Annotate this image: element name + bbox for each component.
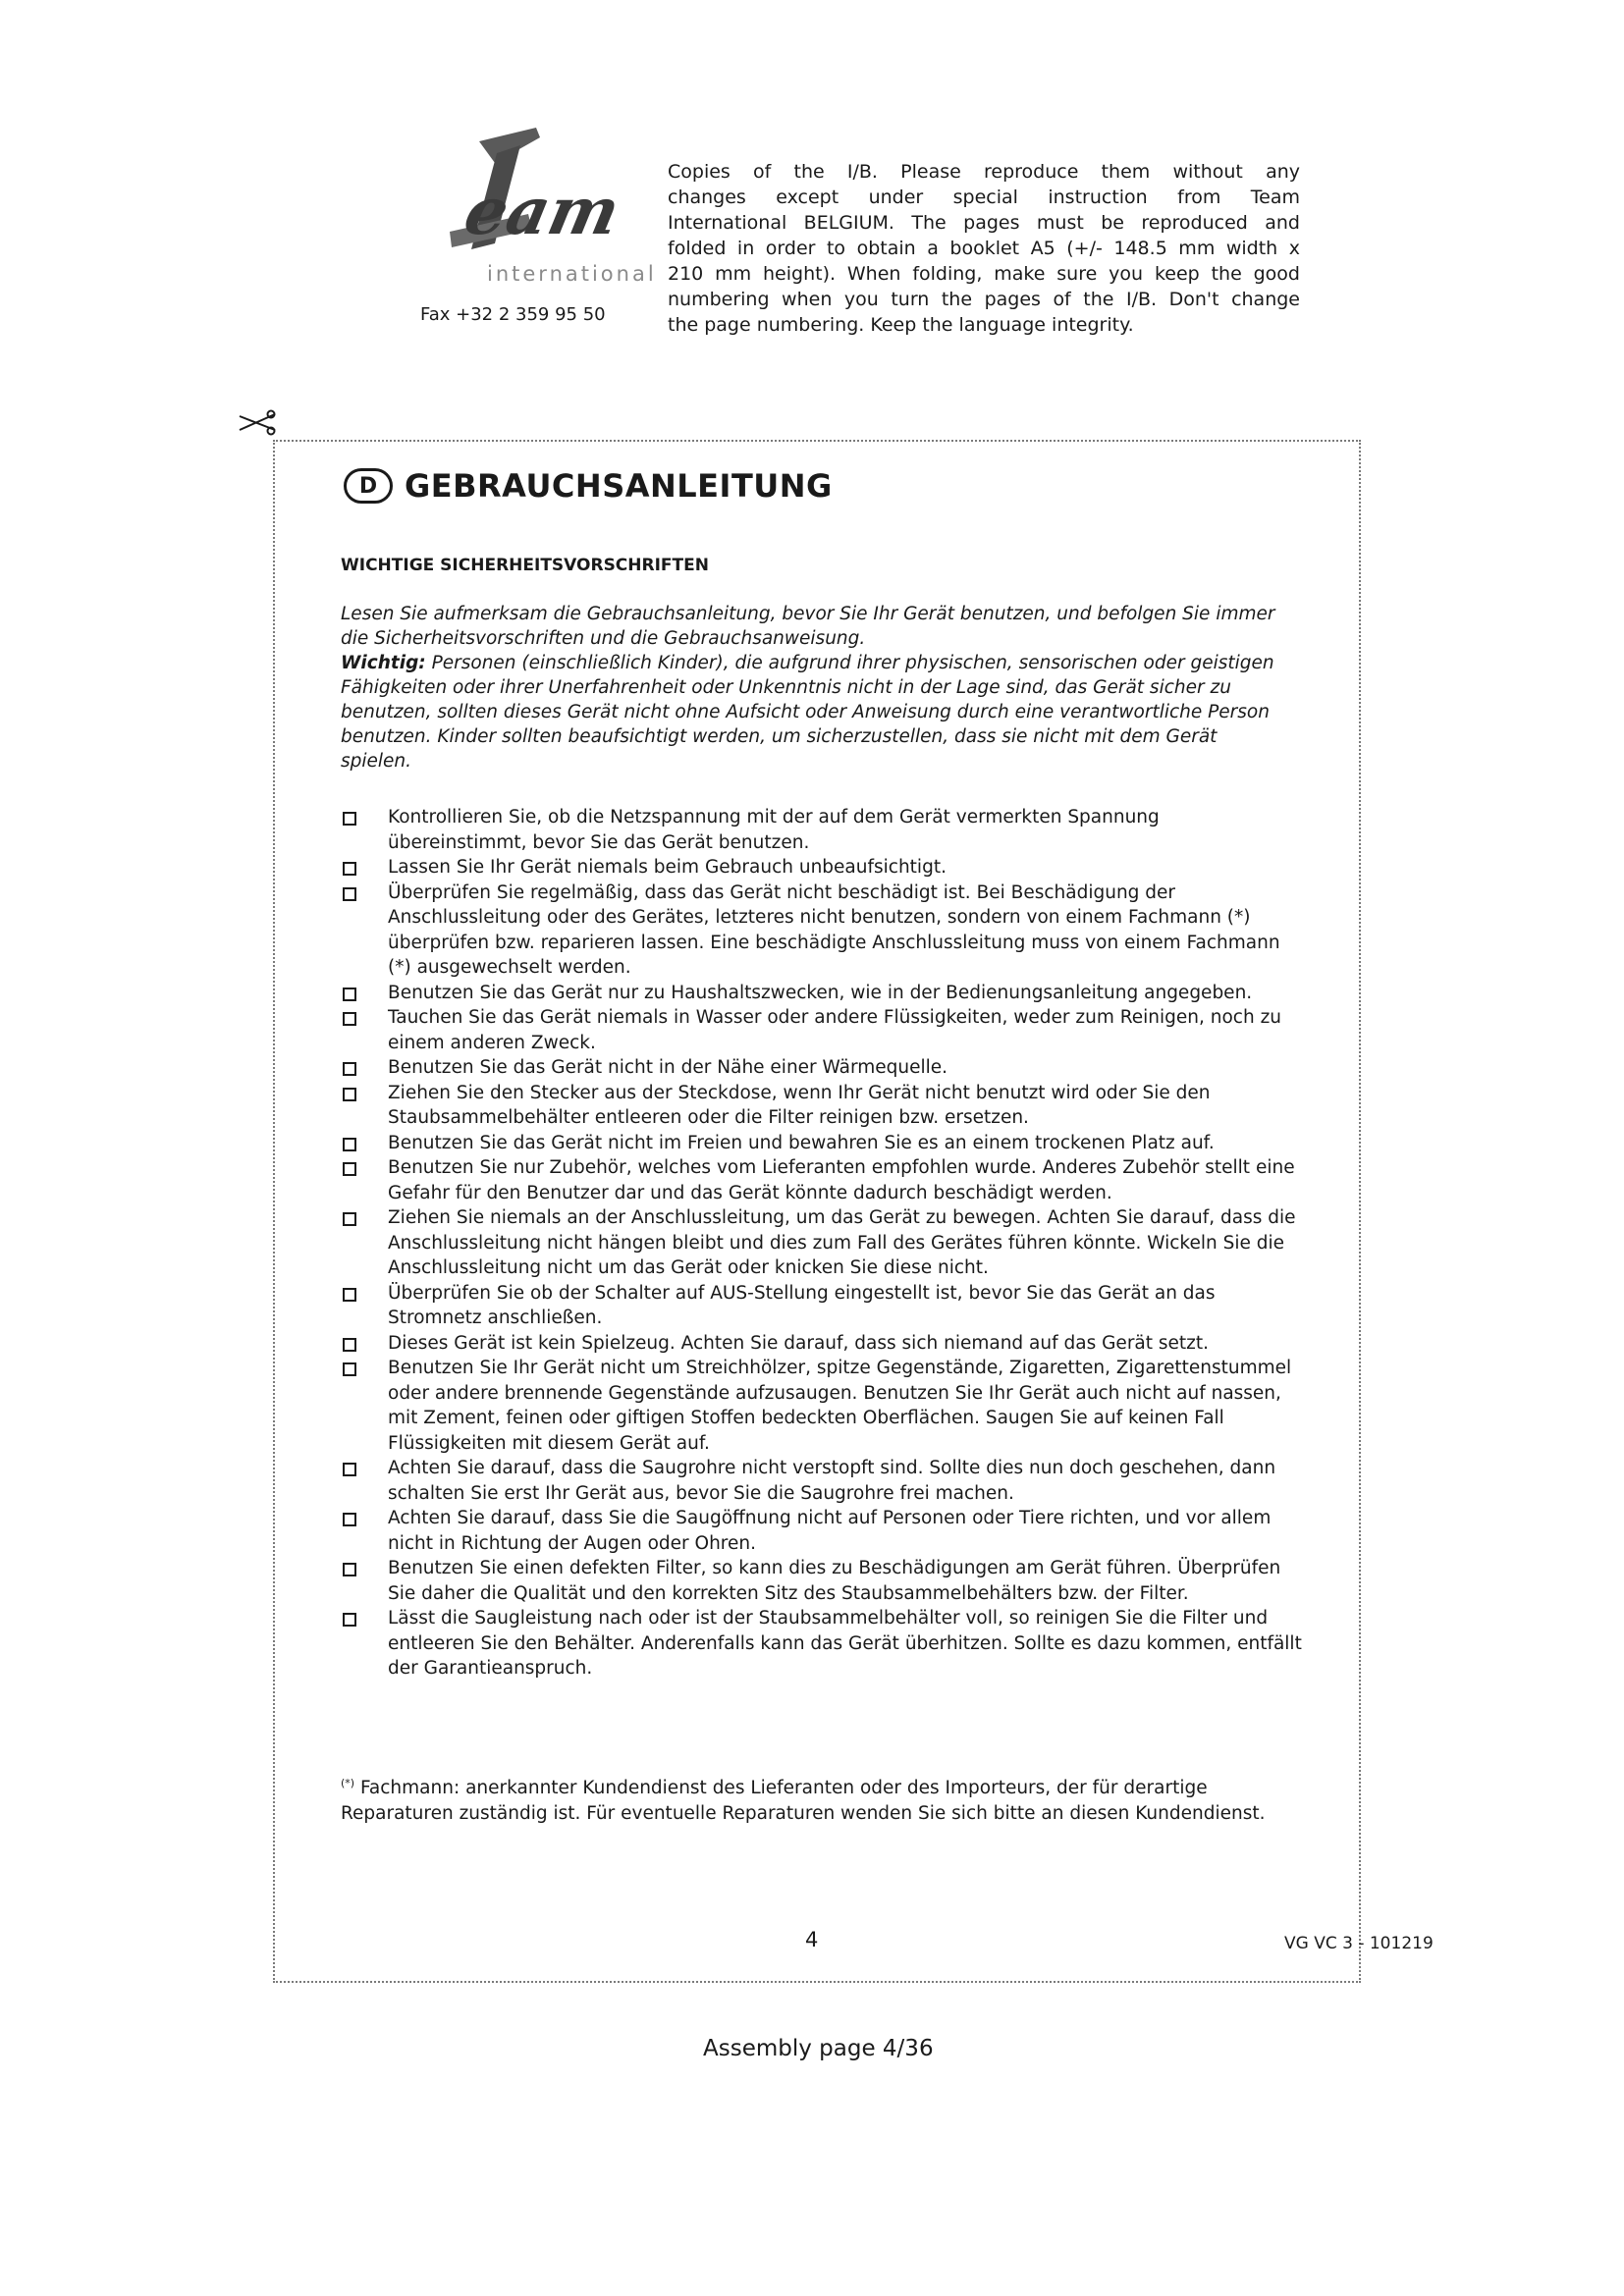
svg-text:international: international bbox=[487, 262, 657, 286]
scissors-icon bbox=[236, 410, 279, 436]
checkbox-bullet-icon bbox=[343, 862, 356, 876]
checkbox-bullet-icon bbox=[343, 1338, 356, 1352]
rule-text: Benutzen Sie einen defekten Filter, so kann dies zu Beschädigungen am Gerät führen. Überprüfen Sie daher die Qualität und den korrekten Sitz des Staubsammelbehälters bzw. der Filter. bbox=[388, 1558, 1281, 1604]
svg-text:eam: eam bbox=[458, 172, 627, 249]
list-item bbox=[341, 1155, 1303, 1205]
list-item bbox=[341, 881, 1303, 981]
rule-text: Benutzen Sie das Gerät nicht im Freien und bewahren Sie es an einem trockenen Platz auf. bbox=[388, 1132, 1215, 1153]
checkbox-bullet-icon bbox=[343, 887, 356, 901]
checkbox-bullet-icon bbox=[343, 1212, 356, 1226]
list-item bbox=[341, 1506, 1303, 1556]
rule-text: Ziehen Sie den Stecker aus der Steckdose, wenn Ihr Gerät nicht benutzt wird oder Sie den Staubsammelbehälter entleeren oder die Filter reinigen bzw. ersetzen. bbox=[388, 1082, 1211, 1128]
rule-text: Tauchen Sie das Gerät niemals in Wasser oder andere Flüssigkeiten, weder zum Reinigen, noch zu einem anderen Zweck. bbox=[388, 1007, 1282, 1053]
checkbox-bullet-icon bbox=[343, 1362, 356, 1376]
model-code: VG VC 3 - 101219 bbox=[1284, 1934, 1434, 1953]
footnote-mark: (*) bbox=[341, 1777, 355, 1789]
fax-number: Fax +32 2 359 95 50 bbox=[420, 304, 606, 325]
list-item bbox=[341, 1556, 1303, 1606]
instruction-line: folded in order to obtain a booklet A5 (+/- 148.5 mm width x bbox=[668, 238, 1300, 259]
instruction-line: International BELGIUM. The pages must be reproduced and bbox=[668, 212, 1300, 234]
list-item bbox=[341, 1606, 1303, 1682]
list-item bbox=[341, 1005, 1303, 1055]
checkbox-bullet-icon bbox=[343, 1138, 356, 1151]
list-item bbox=[341, 805, 1303, 855]
rule-text: Achten Sie darauf, dass Sie die Saugöffnung nicht auf Personen oder Tiere richten, und vor allem nicht in Richtung der Augen oder Ohren. bbox=[388, 1508, 1272, 1554]
checkbox-bullet-icon bbox=[343, 1088, 356, 1101]
intro-text bbox=[341, 602, 1285, 774]
checkbox-bullet-icon bbox=[343, 1012, 356, 1026]
checkbox-bullet-icon bbox=[343, 1513, 356, 1526]
important-text: Personen (einschließlich Kinder), die aufgrund ihrer physischen, sensorischen oder geistigen Fähigkeiten oder ihrer Unerfahrenheit oder Unkenntnis nicht in der Lage sind, das Gerät sicher zu benutzen, sollten dieses Gerät nicht ohne Aufsicht oder Anweisung durch eine verantwortliche Person benutzen. Kinder sollten beaufsichtigt werden, um sicherzustellen, dass sie nicht mit dem Gerät spielen. bbox=[341, 653, 1274, 772]
list-item bbox=[341, 1055, 1303, 1081]
instruction-line: changes except under special instruction from Team bbox=[668, 187, 1300, 208]
rule-text: Benutzen Sie das Gerät nicht in der Nähe einer Wärmequelle. bbox=[388, 1057, 948, 1078]
instruction-line: the page numbering. Keep the language integrity. bbox=[668, 314, 1134, 336]
list-item bbox=[341, 981, 1303, 1006]
checkbox-bullet-icon bbox=[343, 1288, 356, 1302]
list-item bbox=[341, 1205, 1303, 1281]
rule-text: Überprüfen Sie regelmäßig, dass das Gerät nicht beschädigt ist. Bei Beschädigung der Anschlussleitung oder des Gerätes, letzteres nicht benutzen, sondern von einem Fachmann (*) überprüfen bzw. reparieren lassen. Eine beschädigte Anschlussleitung muss von einem Fachmann (*) ausgewechselt werden. bbox=[388, 881, 1280, 978]
footnote-text: Fachmann: anerkannter Kundendienst des Lieferanten oder des Importeurs, der für derartige Reparaturen zuständig ist. Für eventuelle Reparaturen wenden Sie sich bitte an diesen Kundendienst. bbox=[341, 1778, 1266, 1824]
list-item bbox=[341, 1456, 1303, 1506]
rule-text: Benutzen Sie Ihr Gerät nicht um Streichhölzer, spitze Gegenstände, Zigaretten, Zigarettenstummel oder andere brennende Gegenstände aufzusaugen. Benutzen Sie Ihr Gerät auch nicht auf nassen, mit Zement, feinen oder giftigen Stoffen bedeckten Oberflächen. Saugen Sie auf keinen Fall Flüssigkeiten mit diesem Gerät auf. bbox=[388, 1358, 1292, 1454]
rule-text: Lassen Sie Ihr Gerät niemals beim Gebrauch unbeaufsichtigt. bbox=[388, 857, 947, 878]
checkbox-bullet-icon bbox=[343, 812, 356, 826]
rule-text: Benutzen Sie das Gerät nur zu Haushaltszwecken, wie in der Bedienungsanleitung angegeben. bbox=[388, 982, 1253, 1003]
checkbox-bullet-icon bbox=[343, 1563, 356, 1576]
assembly-page-label: Assembly page 4/36 bbox=[703, 2036, 934, 2061]
list-item bbox=[341, 1331, 1303, 1357]
rule-text: Kontrollieren Sie, ob die Netzspannung mit der auf dem Gerät vermerkten Spannung übereinstimmt, bevor Sie das Gerät benutzen. bbox=[388, 807, 1160, 853]
page-number: 4 bbox=[805, 1928, 819, 1951]
checkbox-bullet-icon bbox=[343, 1162, 356, 1176]
list-item bbox=[341, 1131, 1303, 1156]
rule-text: Überprüfen Sie ob der Schalter auf AUS-Stellung eingestellt ist, bevor Sie das Gerät an das Stromnetz anschließen. bbox=[388, 1282, 1216, 1328]
rule-text: Achten Sie darauf, dass die Saugrohre nicht verstopft sind. Sollte dies nun doch geschehen, dann schalten Sie erst Ihr Gerät aus, bevor Sie die Saugrohre frei machen. bbox=[388, 1458, 1276, 1504]
instruction-line: Copies of the I/B. Please reproduce them without any bbox=[668, 161, 1300, 183]
instruction-line: numbering when you turn the pages of the I/B. Don't change bbox=[668, 289, 1300, 310]
rule-text: Benutzen Sie nur Zubehör, welches vom Lieferanten empfohlen wurde. Anderes Zubehör stellt eine Gefahr für den Benutzer dar und das Gerät könnte dadurch beschädigt werden. bbox=[388, 1157, 1295, 1203]
list-item bbox=[341, 1281, 1303, 1331]
important-paragraph bbox=[341, 651, 1285, 774]
checkbox-bullet-icon bbox=[343, 988, 356, 1001]
checkbox-bullet-icon bbox=[343, 1463, 356, 1476]
rule-text: Ziehen Sie niemals an der Anschlussleitung, um das Gerät zu bewegen. Achten Sie darauf, dass die Anschlussleitung nicht hängen bleibt und dies zum Fall des Gerätes führen könnte. Wickeln Sie die Anschlussleitung nicht um das Gerät oder knicken Sie diese nicht. bbox=[388, 1207, 1296, 1278]
intro-paragraph: Lesen Sie aufmerksam die Gebrauchsanleitung, bevor Sie Ihr Gerät benutzen, und befolgen Sie immer die Sicherheitsvorschriften und die Gebrauchsanweisung. bbox=[341, 604, 1275, 649]
reproduction-instructions bbox=[668, 159, 1300, 338]
safety-rules-list bbox=[341, 805, 1303, 1682]
section-title: WICHTIGE SICHERHEITSVORSCHRIFTEN bbox=[341, 556, 709, 575]
rule-text: Dieses Gerät ist kein Spielzeug. Achten Sie darauf, dass sich niemand auf das Gerät setzt. bbox=[388, 1332, 1210, 1354]
page-title: GEBRAUCHSANLEITUNG bbox=[405, 467, 833, 505]
instruction-line: 210 mm height). When folding, make sure you keep the good bbox=[668, 263, 1300, 285]
language-badge: D bbox=[344, 468, 393, 504]
checkbox-bullet-icon bbox=[343, 1613, 356, 1627]
list-item bbox=[341, 1356, 1303, 1456]
list-item bbox=[341, 1081, 1303, 1131]
footnote bbox=[341, 1771, 1293, 1826]
important-label: Wichtig: bbox=[341, 653, 426, 673]
checkbox-bullet-icon bbox=[343, 1062, 356, 1076]
team-international-logo bbox=[410, 124, 657, 293]
list-item bbox=[341, 855, 1303, 881]
rule-text: Lässt die Saugleistung nach oder ist der Staubsammelbehälter voll, so reinigen Sie die Filter und entleeren Sie den Behälter. Anderenfalls kann das Gerät überhitzen. Sollte es dazu kommen, entfällt der Garantieanspruch. bbox=[388, 1608, 1302, 1679]
